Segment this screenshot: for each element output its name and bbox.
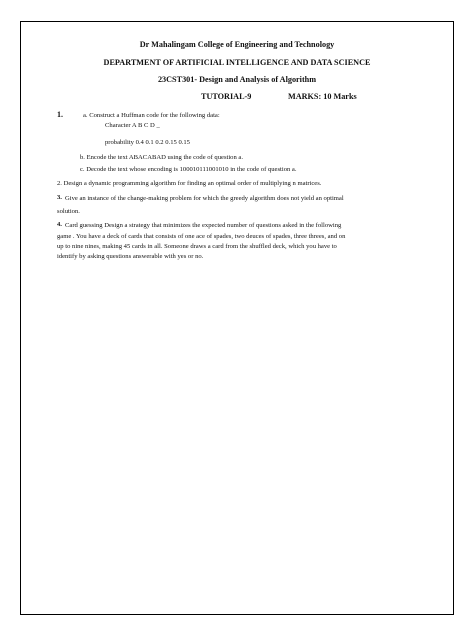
question-4-line-2: game . You have a deck of cards that consists of one ace of spades, two deuces of spades, three threes, and on xyxy=(57,233,346,240)
tutorial-number: TUTORIAL-9 xyxy=(201,92,252,101)
question-1-number: 1. xyxy=(57,110,63,119)
question-2-text: 2. Design a dynamic programming algorithm for finding an optimal order of multiplying n matrices. xyxy=(57,180,322,187)
question-3-number: 3. xyxy=(57,194,62,201)
huffman-character-row: Character A B C D _ xyxy=(105,122,160,129)
question-3-line-1: Give an instance of the change-making problem for which the greedy algorithm does not yield an optimal xyxy=(65,195,344,202)
question-4-line-3: up to nine nines, making 45 cards in all. Someone draws a card from the shuffled deck, which you have to xyxy=(57,243,337,250)
question-1b-text: b. Encode the text ABACABAD using the code of question a. xyxy=(80,154,243,161)
marks-label: MARKS: 10 Marks xyxy=(288,92,357,101)
course-title: 23CST301- Design and Analysis of Algorithm xyxy=(157,75,317,84)
college-name: Dr Mahalingam College of Engineering and Technology xyxy=(139,40,335,49)
page-border xyxy=(20,21,454,615)
huffman-probability-row: probability 0.4 0.1 0.2 0.15 0.15 xyxy=(105,139,190,146)
question-4-line-4: identify by asking questions answerable with yes or no. xyxy=(57,253,204,260)
question-1a-text: a. Construct a Huffman code for the following data: xyxy=(83,112,220,119)
department-name: DEPARTMENT OF ARTIFICIAL INTELLIGENCE AND DATA SCIENCE xyxy=(103,58,371,67)
question-1c-text: c. Decode the text whose encoding is 100010111001010 in the code of question a. xyxy=(80,166,297,173)
question-3-line-2: solution. xyxy=(57,208,80,215)
question-4-line-1: Card guessing Design a strategy that minimizes the expected number of questions asked in the following xyxy=(65,222,342,229)
question-4-number: 4. xyxy=(57,221,62,228)
